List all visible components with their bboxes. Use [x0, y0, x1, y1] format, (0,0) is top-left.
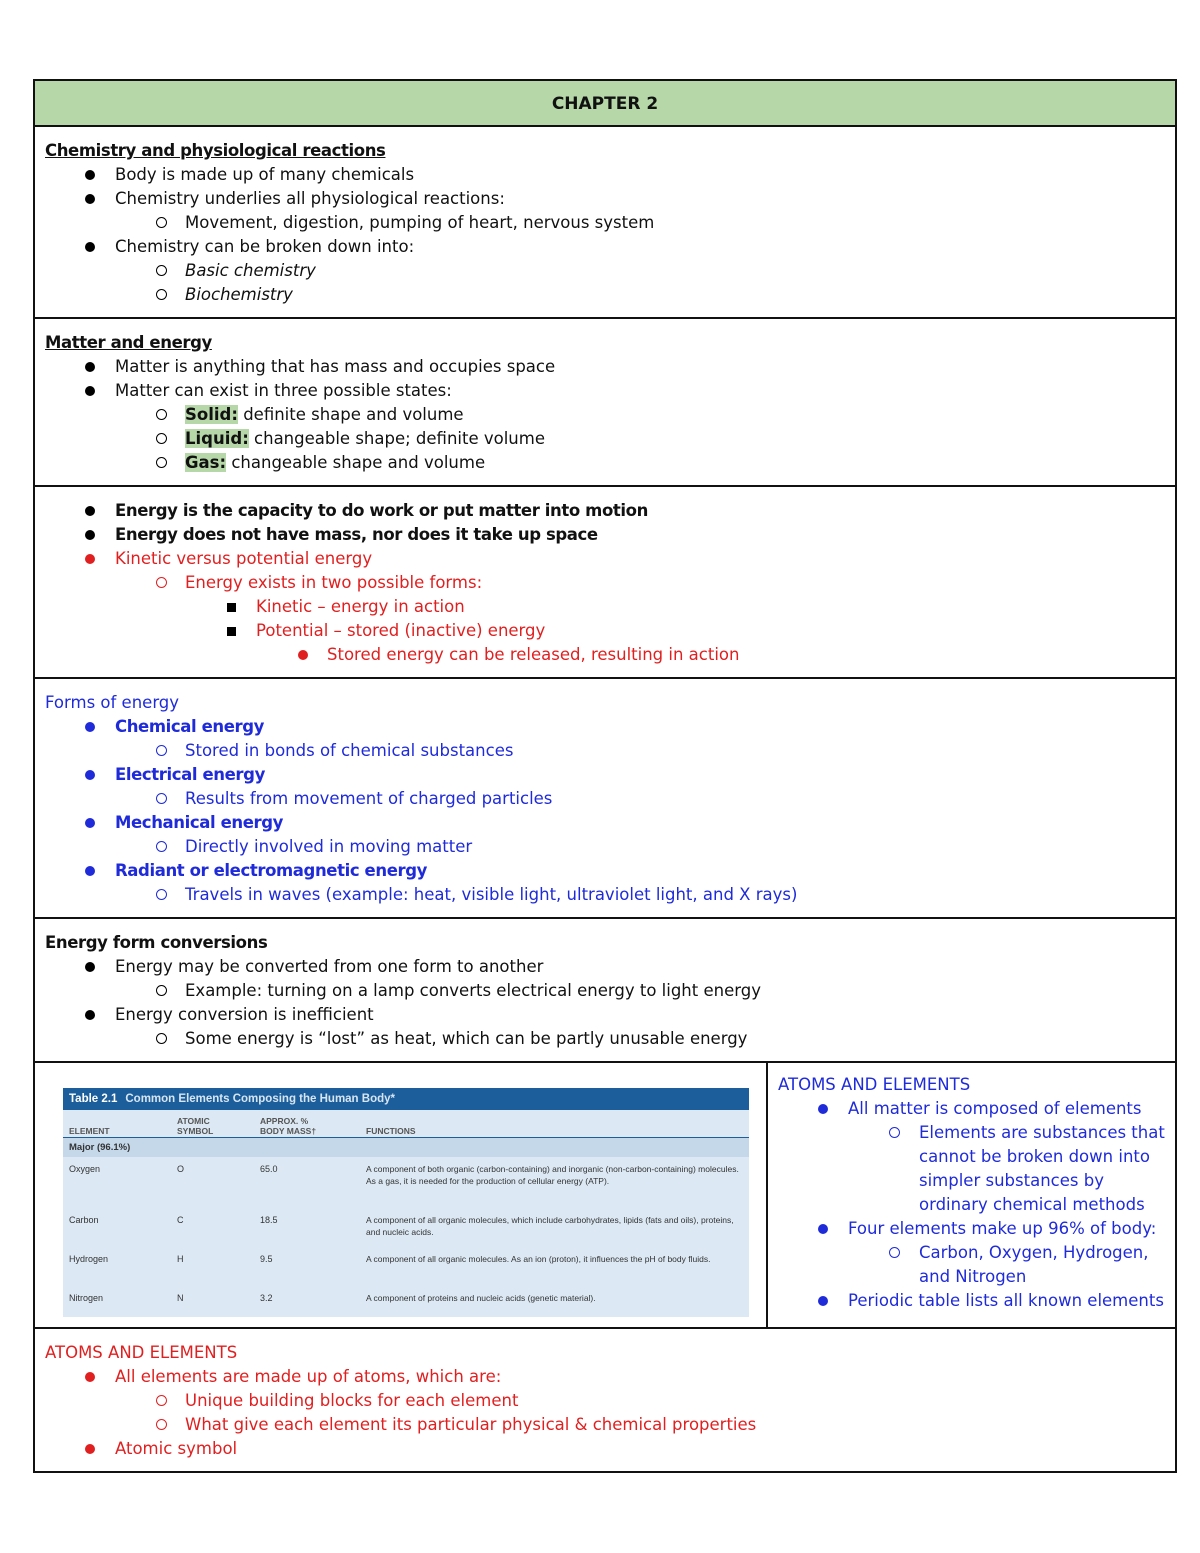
list-item: Biochemistry: [45, 283, 1165, 307]
list-item: Elements are substances that cannot be broken down into simpler substances by ordinary chemical methods: [778, 1121, 1167, 1217]
circle-bullet-icon: [156, 1419, 167, 1430]
section-atoms: [35, 1329, 1175, 1471]
list-item: Atomic symbol: [45, 1437, 1165, 1461]
square-bullet-icon: [227, 603, 236, 612]
square-bullet-icon: [227, 627, 236, 636]
chapter-header: [35, 81, 1175, 127]
list-item: Chemistry can be broken down into:: [45, 235, 1165, 259]
list-item: Four elements make up 96% of body:: [778, 1217, 1167, 1241]
section-heading: Energy form conversions: [45, 933, 268, 952]
circle-bullet-icon: [156, 265, 167, 276]
circle-bullet-icon: [156, 289, 167, 300]
table-row: Nitrogen N 3.2 A component of proteins and nucleic acids (genetic material).: [69, 1293, 596, 1303]
atoms-elements-cell: [768, 1063, 1175, 1327]
list-item: Energy exists in two possible forms:: [45, 571, 1165, 595]
list-item: Potential – stored (inactive) energy: [45, 619, 1165, 643]
section-matter: [35, 319, 1175, 487]
section-energy: [35, 487, 1175, 679]
list-item: Energy is the capacity to do work or put matter into motion: [45, 499, 1165, 523]
list-item: Example: turning on a lamp converts electrical energy to light energy: [45, 979, 1165, 1003]
bullet-icon: [85, 962, 95, 972]
list-item: Carbon, Oxygen, Hydrogen, and Nitrogen: [778, 1241, 1167, 1289]
bullet-icon: [85, 530, 95, 540]
list-item: Body is made up of many chemicals: [45, 163, 1165, 187]
list-item: Unique building blocks for each element: [45, 1389, 1165, 1413]
list-item: Radiant or electromagnetic energy: [45, 859, 1165, 883]
highlight-term: Solid:: [185, 405, 238, 424]
circle-bullet-icon: [156, 793, 167, 804]
list-item: Matter is anything that has mass and occupies space: [45, 355, 1165, 379]
list-item: Kinetic versus potential energy: [45, 547, 1165, 571]
bullet-icon: [85, 1010, 95, 1020]
circle-bullet-icon: [156, 577, 167, 588]
bullet-icon: [85, 362, 95, 372]
col-mass: APPROX. % BODY MASS†: [260, 1116, 317, 1136]
bullet-icon: [85, 194, 95, 204]
list-item: Liquid: changeable shape; definite volume: [45, 427, 1165, 451]
bullet-icon: [85, 242, 95, 252]
bullet-icon: [85, 170, 95, 180]
bullet-icon: [85, 818, 95, 828]
bullet-icon: [85, 722, 95, 732]
col-element: ELEMENT: [69, 1126, 110, 1136]
table-row: Carbon C 18.5 A component of all organic molecules, which include carbohydrates, lipids (fats and oils), proteins, and nucleic acids.: [69, 1215, 734, 1237]
list-item: Stored in bonds of chemical substances: [45, 739, 1165, 763]
notes-table: [33, 79, 1177, 1473]
circle-bullet-icon: [889, 1127, 900, 1138]
col-symbol: ATOMIC SYMBOL: [177, 1116, 214, 1136]
bullet-icon: [818, 1296, 828, 1306]
list-item: Chemical energy: [45, 715, 1165, 739]
table-group-label: Major (96.1%): [63, 1138, 749, 1157]
bullet-icon: [85, 866, 95, 876]
section-heading: Forms of energy: [45, 693, 180, 712]
circle-bullet-icon: [156, 841, 167, 852]
section-elements-split: [35, 1063, 1175, 1329]
chapter-title: CHAPTER 2: [551, 94, 659, 114]
section-heading: Matter and energy: [45, 333, 212, 352]
table-header: [63, 1110, 749, 1138]
circle-bullet-icon: [156, 217, 167, 228]
circle-bullet-icon: [156, 889, 167, 900]
bullet-icon: [818, 1104, 828, 1114]
bullet-icon: [85, 1444, 95, 1454]
list-item: What give each element its particular physical & chemical properties: [45, 1413, 1165, 1437]
circle-bullet-icon: [156, 985, 167, 996]
list-item: Matter can exist in three possible states:: [45, 379, 1165, 403]
list-item: All elements are made up of atoms, which are:: [45, 1365, 1165, 1389]
table-row: Hydrogen H 9.5 A component of all organic molecules. As an ion (proton), it influences the pH of body fluids.: [69, 1254, 711, 1264]
list-item: Chemistry underlies all physiological reactions:: [45, 187, 1165, 211]
list-item: Solid: definite shape and volume: [45, 403, 1165, 427]
bullet-icon: [85, 1372, 95, 1382]
list-item: Movement, digestion, pumping of heart, nervous system: [45, 211, 1165, 235]
table-image-cell: [35, 1063, 768, 1327]
list-item: Basic chemistry: [45, 259, 1165, 283]
list-item: Electrical energy: [45, 763, 1165, 787]
circle-bullet-icon: [156, 1033, 167, 1044]
table-row: Oxygen O 65.0 A component of both organic (carbon-containing) and inorganic (non-carbon-containing) molecules. As a gas, it is needed for the production of cellular energy (ATP).: [69, 1164, 739, 1186]
list-item: Results from movement of charged particles: [45, 787, 1165, 811]
circle-bullet-icon: [889, 1247, 900, 1258]
list-item: Kinetic – energy in action: [45, 595, 1165, 619]
list-item: Some energy is “lost” as heat, which can be partly unusable energy: [45, 1027, 1165, 1051]
circle-bullet-icon: [156, 433, 167, 444]
list-item: Periodic table lists all known elements: [778, 1289, 1167, 1313]
highlight-term: Gas:: [185, 453, 227, 472]
list-item: Energy conversion is inefficient: [45, 1003, 1165, 1027]
elements-table: [63, 1088, 749, 1317]
section-chemistry: [35, 127, 1175, 319]
circle-bullet-icon: [156, 409, 167, 420]
bullet-icon: [85, 770, 95, 780]
table-title: Table 2.1 Common Elements Composing the Human Body*: [63, 1088, 749, 1110]
circle-bullet-icon: [156, 745, 167, 756]
list-item: Directly involved in moving matter: [45, 835, 1165, 859]
list-item: Gas: changeable shape and volume: [45, 451, 1165, 475]
highlight-term: Liquid:: [185, 429, 249, 448]
section-energy-conversions: [35, 919, 1175, 1063]
list-item: Energy does not have mass, nor does it take up space: [45, 523, 1165, 547]
list-item: All matter is composed of elements: [778, 1097, 1167, 1121]
section-heading: ATOMS AND ELEMENTS: [778, 1075, 971, 1094]
bullet-icon: [85, 506, 95, 516]
bullet-icon: [85, 386, 95, 396]
section-forms-of-energy: [35, 679, 1175, 919]
bullet-icon: [298, 650, 308, 660]
section-heading: Chemistry and physiological reactions: [45, 141, 386, 160]
list-item: Energy may be converted from one form to another: [45, 955, 1165, 979]
bullet-icon: [85, 554, 95, 564]
section-heading: ATOMS AND ELEMENTS: [45, 1343, 238, 1362]
list-item: Stored energy can be released, resulting in action: [45, 643, 1165, 667]
circle-bullet-icon: [156, 457, 167, 468]
circle-bullet-icon: [156, 1395, 167, 1406]
col-functions: FUNCTIONS: [366, 1126, 416, 1136]
bullet-icon: [818, 1224, 828, 1234]
list-item: Travels in waves (example: heat, visible light, ultraviolet light, and X rays): [45, 883, 1165, 907]
list-item: Mechanical energy: [45, 811, 1165, 835]
